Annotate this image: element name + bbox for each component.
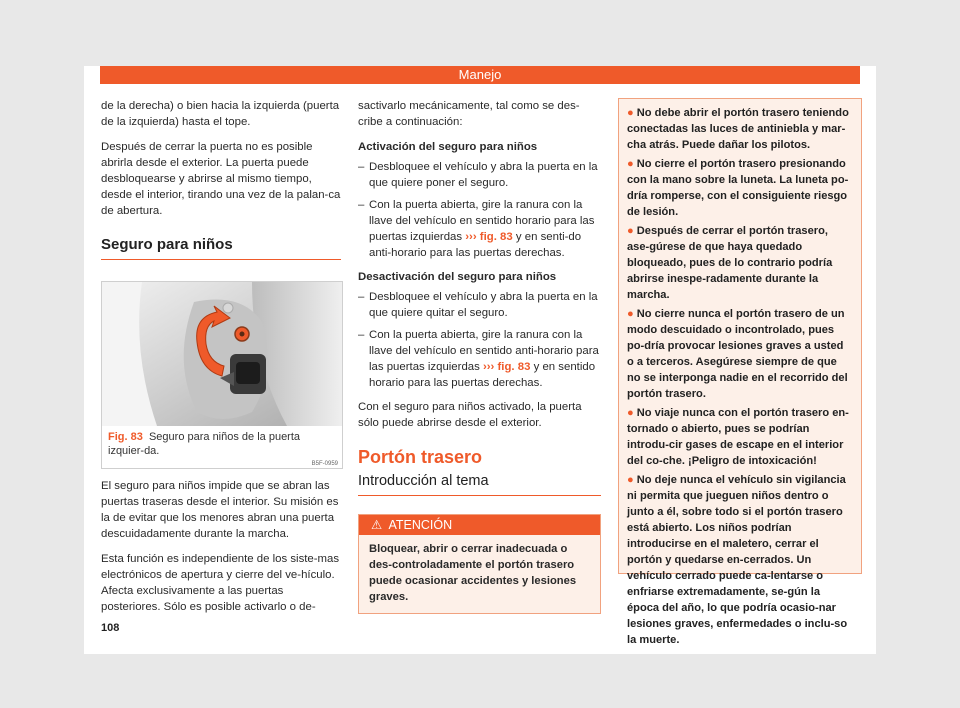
- warning-box: [358, 514, 601, 614]
- chapter-section-title: Portón trasero: [358, 447, 483, 467]
- list-item: – Desbloquee el vehículo y abra la puerta en la que quiere poner el seguro.: [358, 161, 598, 189]
- figure-reference-link[interactable]: ››› fig. 83: [482, 361, 531, 373]
- column-2: [358, 98, 601, 614]
- subsection-title: Introducción al tema: [358, 473, 601, 496]
- page-number: 108: [101, 622, 120, 634]
- figure-reference-link[interactable]: ››› fig. 83: [465, 231, 513, 243]
- list-item: – Con la puerta abierta, gire la ranura con la llave del vehículo en sentido anti-horario para las puertas izquierdas ››› fig. 83 y en sentido horario para las puertas derechas.: [358, 329, 599, 389]
- bullet-icon: ●: [627, 474, 634, 486]
- bullet-icon: ●: [627, 158, 634, 170]
- child-lock-illustration: [102, 282, 342, 426]
- bullet-icon: ●: [627, 107, 634, 119]
- figure-caption: [108, 430, 336, 458]
- deactivation-title: Desactivación del seguro para niños: [358, 271, 557, 283]
- warning-header: [359, 515, 600, 535]
- figure-caption-text: Seguro para niños de la puerta izquier-da.: [108, 431, 301, 457]
- bullet-icon: ●: [627, 407, 634, 419]
- warning-item: ● No viaje nunca con el portón trasero en-tornado o abierto, pues se podrían introdu-cir gases de escape en el interior del co-che. ¡Peligro de intoxicación!: [627, 407, 849, 467]
- column-1: [101, 98, 341, 260]
- figure-83: [101, 281, 343, 469]
- column-1-lower: [101, 478, 341, 624]
- bullet-icon: ●: [627, 308, 634, 320]
- section-title: Seguro para niños: [101, 237, 341, 260]
- paragraph: Después de cerrar la puerta no es posible abrirla desde el exterior. La puerta puede desbloquearse y abrirse al mismo tiempo, desde el interior, tirando una vez de la palan-ca de abertura.: [101, 141, 341, 217]
- figure-image: [102, 282, 342, 426]
- warning-item: ● Después de cerrar el portón trasero, ase-gúrese de que haya quedado bloqueado, pues de lo contrario podría abrirse inespe-radamente durante la marcha.: [627, 225, 833, 301]
- activation-title: Activación del seguro para niños: [358, 141, 538, 153]
- warning-item: ● No cierre nunca el portón trasero de un modo descuidado o incontrolado, pues po-dría provocar lesiones graves a usted o a terceros. Asegúrese siempre de que no se interponga nadie en el recorrido del portón trasero.: [627, 308, 848, 400]
- paragraph: sactivarlo mecánicamente, tal como se des-cribe a continuación:: [358, 100, 580, 128]
- paragraph: de la derecha) o bien hacia la izquierda (puerta de la izquierda) hasta el tope.: [101, 100, 340, 128]
- paragraph: Con el seguro para niños activado, la puerta sólo puede abrirse desde el exterior.: [358, 401, 582, 429]
- warning-item: ● No cierre el portón trasero presionando con la mano sobre la luneta. La luneta po-dría romperse, con el consiguiente riesgo de lesión.: [627, 158, 849, 218]
- warning-title: ATENCIÓN: [388, 518, 453, 532]
- warning-triangle-icon: ⚠: [371, 518, 383, 532]
- list-item: – Con la puerta abierta, gire la ranura con la llave del vehículo en sentido horario para las puertas izquierdas ››› fig. 83 y en senti-do anti-horario para las puertas derechas.: [358, 199, 595, 259]
- figure-label: Fig. 83: [108, 431, 143, 443]
- bullet-icon: ●: [627, 225, 634, 237]
- warning-item: ● No debe abrir el portón trasero teniendo conectadas las luces de antiniebla y mar-cha atrás. Puede dañar los pilotos.: [627, 107, 849, 151]
- list-item: – Desbloquee el vehículo y abra la puerta en la que quiere quitar el seguro.: [358, 291, 598, 319]
- warning-body: Bloquear, abrir o cerrar inadecuada o des-controladamente el portón trasero puede ocasionar accidentes y lesiones graves.: [359, 535, 600, 613]
- paragraph: El seguro para niños impide que se abran las puertas traseras desde el interior. Su misión es la de evitar que los menores abran una puerta descuidadamente durante la marcha.: [101, 480, 339, 540]
- warning-item: ● No deje nunca el vehículo sin vigilancia ni permita que jueguen niños dentro o junto a él, sobre todo si el portón trasero está abierto. Los niños podrían introducirse en el maletero, cerrar el portón y quedarse en-cerrados. Un vehículo cerrado puede ca-lentarse o enfriarse extremadamente, se-gún la época del año, lo que podría ocasio-nar lesiones graves, enfermedades o inclu-so la muerte.: [627, 474, 848, 646]
- figure-code: B5F-0959: [311, 461, 338, 467]
- chapter-header: Manejo: [100, 66, 860, 84]
- paragraph: Esta función es independiente de los siste-mas electrónicos de apertura y cierre del ve-hículo. Afecta exclusivamente a las puertas posteriores. Sólo es posible activarlo o de-: [101, 553, 340, 613]
- warning-continuation-box: [618, 98, 862, 646]
